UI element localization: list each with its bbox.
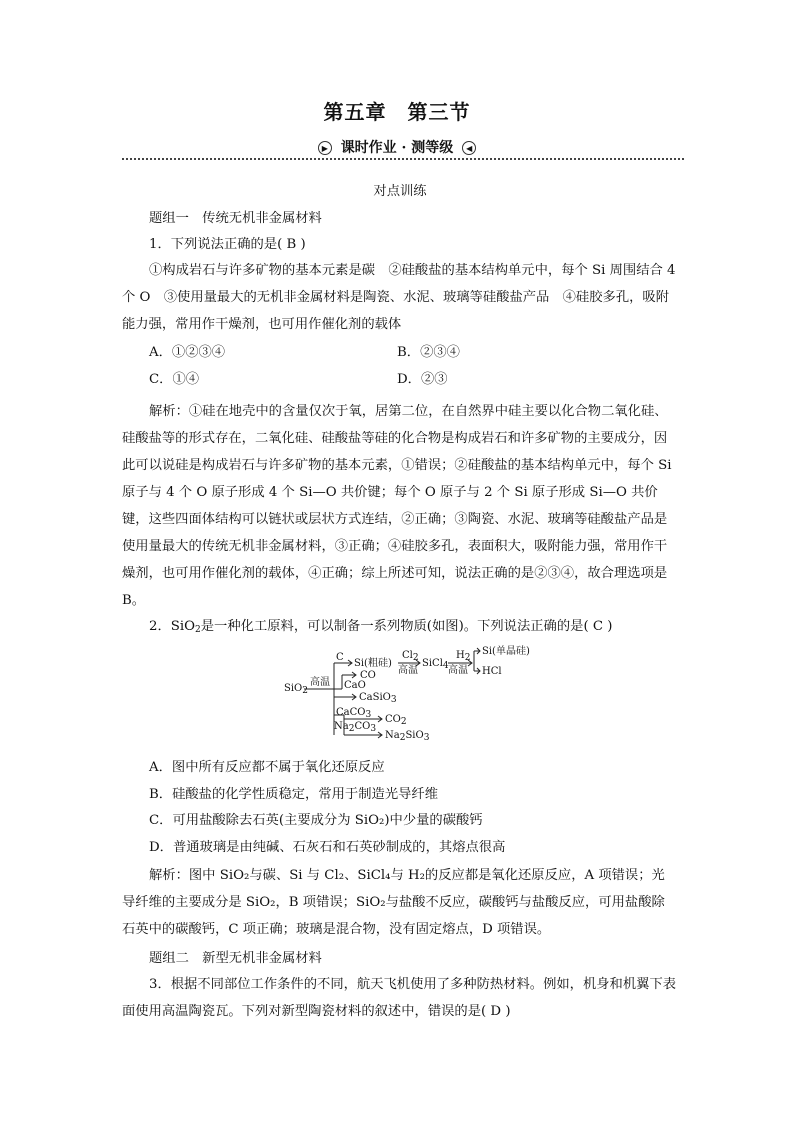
question-1-stem: 1．下列说法正确的是( B ) [149, 237, 306, 252]
banner-text: 课时作业 · 测等级 [340, 140, 454, 156]
label-gaowen-2: 高温 [398, 665, 418, 676]
question-1-statements: ①构成岩石与许多矿物的基本元素是碳 ②硅酸盐的基本结构单元中，每个 Si 周围结合 4 个 O ③使用量最大的无机非金属材料是陶瓷、水泥、玻璃等硅酸盐产品 ④硅胶多孔，吸附能力强，常用作干燥剂，也可用作催化剂的载体 [122, 263, 676, 332]
q2-option-a: A．图中所有反应都不属于氧化还原反应 [149, 760, 385, 775]
question-3-stem: 3．根据不同部位工作条件的不同，航天飞机使用了多种防热材料。例如，机身和机翼下表面使用高温陶瓷瓦。下列对新型陶瓷材料的叙述中，错误的是( D ) [122, 977, 677, 1019]
label-si-crude: Si(粗硅) [354, 658, 392, 669]
label-na2sio3: $Na_2SiO_3$ [385, 730, 430, 743]
label-cl2: $Cl_2$ [402, 650, 419, 663]
option-b: B．②③④ [397, 345, 460, 360]
label-gaowen-3: 高温 [448, 665, 468, 676]
play-right-icon: ▶ [318, 141, 332, 155]
label-casio3: CaSiO$_3$ [359, 692, 397, 705]
question-1-analysis: 解析：①硅在地壳中的含量仅次于氧，居第二位，在自然界中硅主要以化合物二氧化硅、硅酸盐等的形式存在，二氧化硅、硅酸盐等硅的化合物是构成岩石和许多矿物的主要成分，因此可以说硅是构成岩石与许多矿物的基本元素，①错误；②硅酸盐的基本结构单元中，每个 Si 原子与 4 个 O 原子形成 4 个 Si—O 共价键；每个 O 原子与 2 个 Si 原子形成 Si—O 共价键，这些四面体结构可以链状或层状方式连结，②正确；③陶瓷、水泥、玻璃等硅酸盐产品是使用量最大的传统无机非金属材料，③正确；④硅胶多孔，表面积大，吸附能力强，常用作干燥剂，也可用作催化剂的载体，④正确；综上所述可知，说法正确的是②③④，故合理选项是 B。 [122, 404, 672, 608]
label-sicl4: SiCl$_4$ [422, 658, 449, 671]
option-c: C．①④ [149, 372, 200, 387]
label-na2co3: $Na_2CO_3$ [334, 721, 377, 734]
question-2-analysis: 解析：图中 SiO₂与碳、Si 与 Cl₂、SiCl₄与 H₂的反应都是氧化还原反应，A 项错误；光导纤维的主要成分是 SiO₂，B 项错误；SiO₂与盐酸不反应，碳酸钙与盐酸反应，可用盐酸除石英中的碳酸钙，C 项正确；玻璃是混合物，没有固定熔点，D 项错误。 [122, 868, 665, 937]
play-left-icon: ◀ [462, 141, 476, 155]
section-heading: 对点训练 [373, 184, 427, 199]
option-d: D．②③ [397, 372, 448, 387]
label-sio2: SiO$_2$ [284, 683, 308, 696]
group-heading-1: 题组一 传统无机非金属材料 [149, 211, 322, 226]
label-gaowen: 高温 [310, 677, 330, 688]
label-caco3: CaCO$_3$ [336, 707, 372, 720]
q2-option-b: B．硅酸盐的化学性质稳定，常用于制造光导纤维 [149, 787, 439, 802]
section-banner [0, 137, 794, 157]
label-hcl: HCl [482, 666, 502, 677]
question-2-stem: 2．SiO$_2$是一种化工原料，可以制备一系列物质(如图)。下列说法正确的是( C ) [149, 619, 613, 635]
label-si-mono: Si(单晶硅) [482, 646, 530, 657]
label-cao: CaO [344, 680, 366, 691]
label-c: C [336, 652, 344, 663]
reaction-diagram [280, 645, 570, 750]
q2-option-d: D．普通玻璃是由纯碱、石灰石和石英砂制成的，其熔点很高 [149, 840, 506, 855]
page-title: 第五章 第三节 [323, 100, 471, 124]
label-co: CO [360, 670, 376, 681]
group-heading-2: 题组二 新型无机非金属材料 [149, 951, 322, 966]
q2-option-c: C．可用盐酸除去石英(主要成分为 SiO₂)中少量的碳酸钙 [149, 813, 483, 828]
dotted-divider [122, 158, 684, 160]
label-co2: $CO_2$ [385, 714, 407, 727]
option-a: A．①②③④ [149, 345, 226, 360]
label-h2: $H_2$ [456, 650, 471, 663]
